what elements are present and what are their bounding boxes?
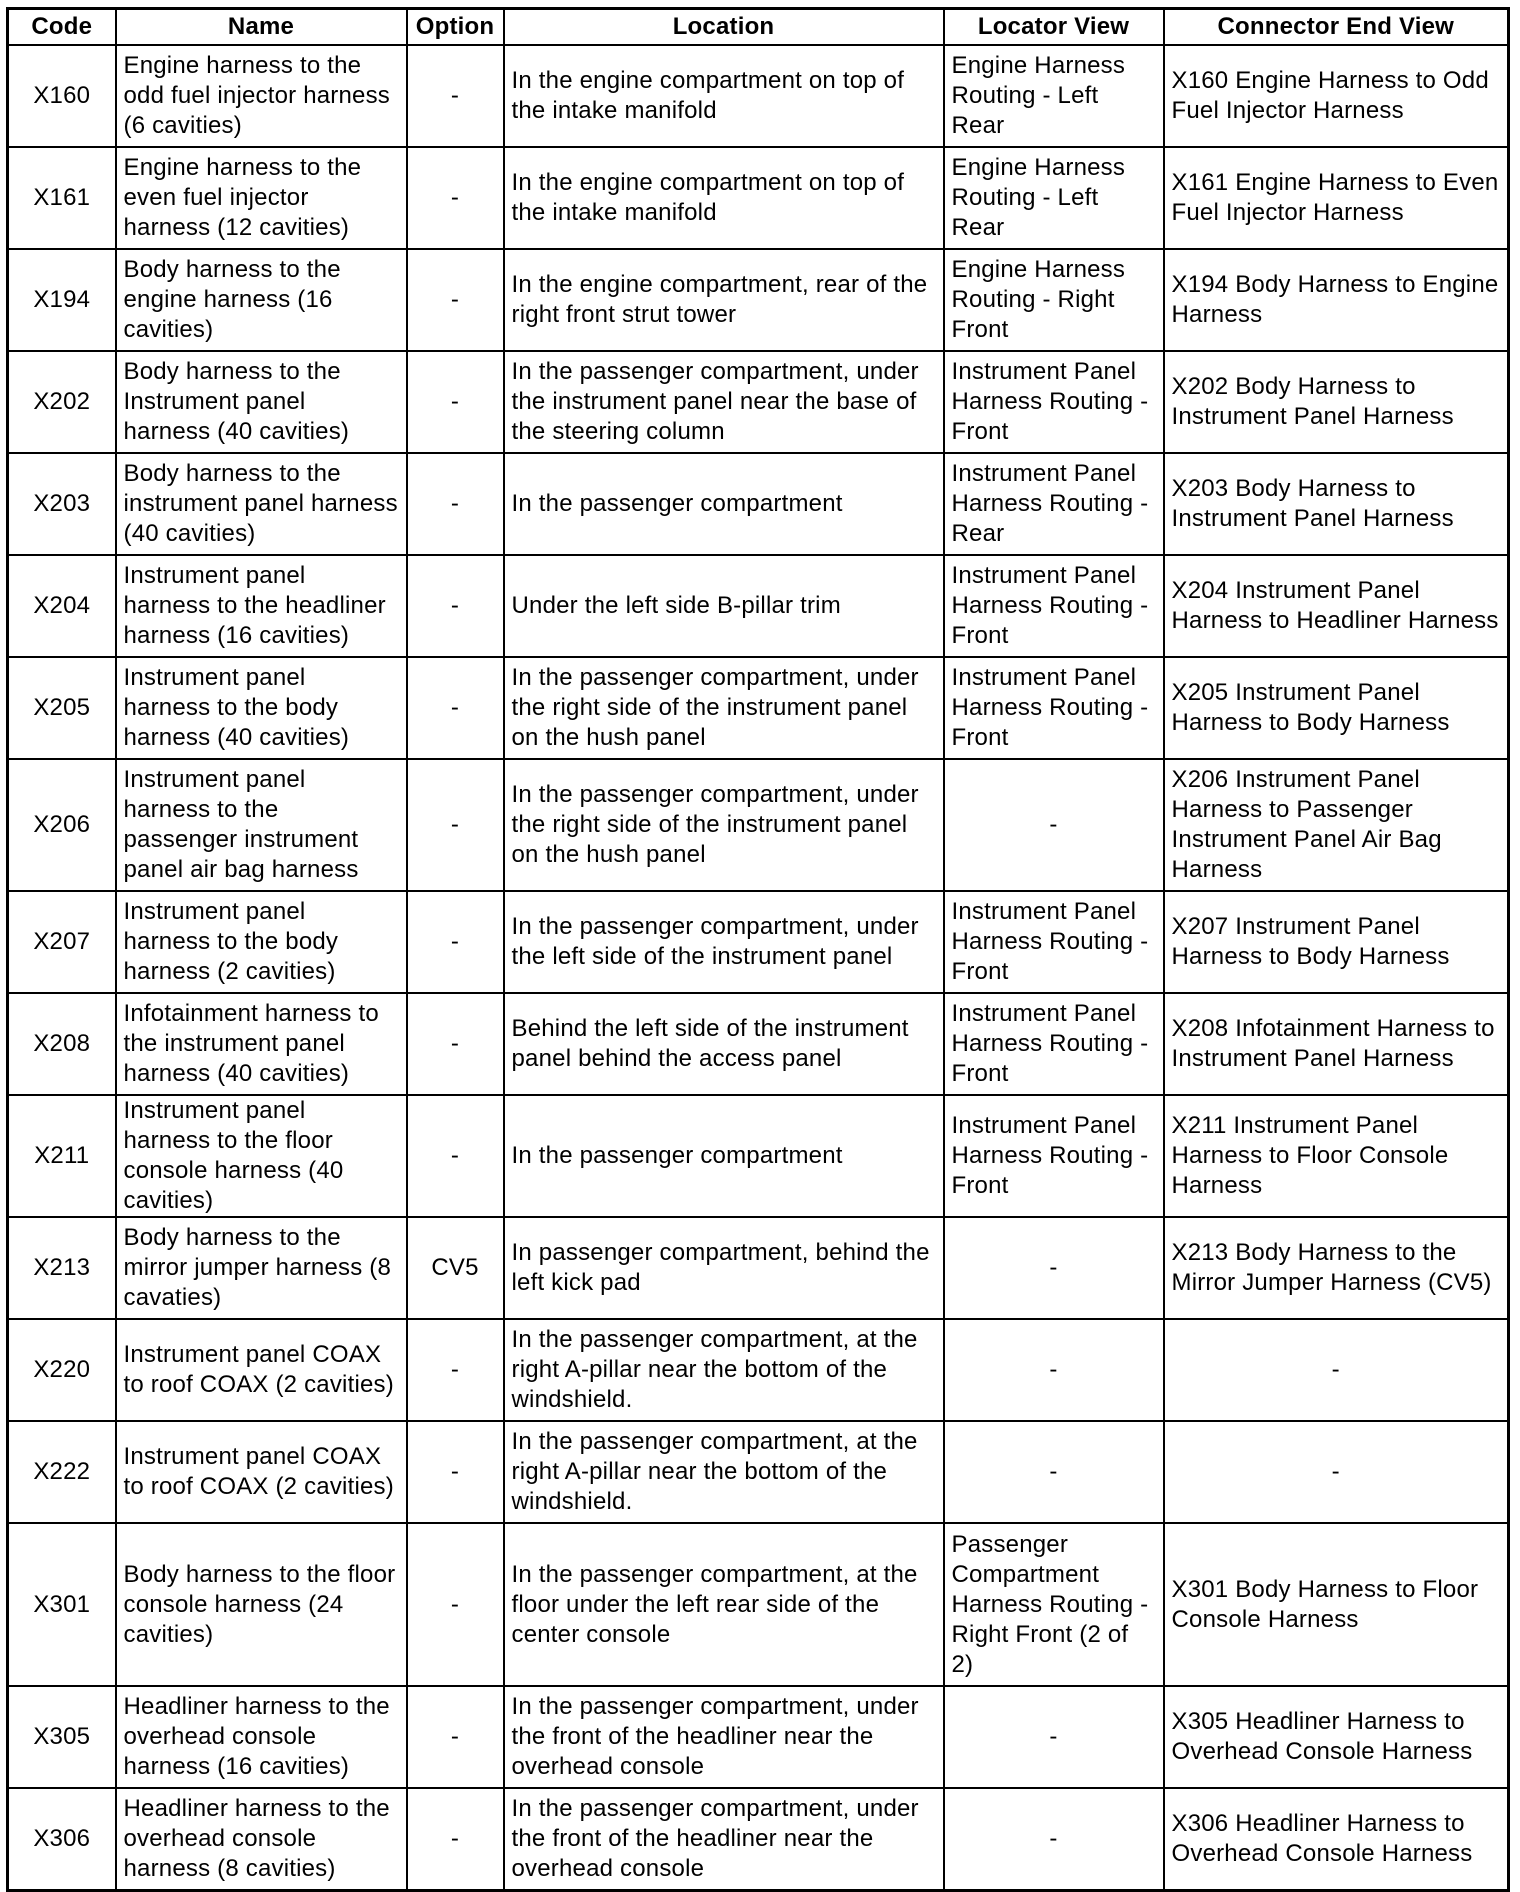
cell-connector-end-view: X213 Body Harness to the Mirror Jumper Harness (CV5)	[1164, 1217, 1509, 1319]
cell-code: X202	[8, 351, 116, 453]
cell-connector-end-view: X203 Body Harness to Instrument Panel Harness	[1164, 453, 1509, 555]
cell-option: -	[407, 891, 504, 993]
cell-connector-end-view: X194 Body Harness to Engine Harness	[1164, 249, 1509, 351]
cell-option: CV5	[407, 1217, 504, 1319]
cell-code: X222	[8, 1421, 116, 1523]
cell-code: X206	[8, 759, 116, 891]
cell-name: Engine harness to the even fuel injector harness (12 cavities)	[116, 147, 407, 249]
cell-location: In the passenger compartment	[504, 453, 944, 555]
cell-locator-view: Engine Harness Routing - Right Front	[944, 249, 1164, 351]
cell-name: Instrument panel harness to the body harness (2 cavities)	[116, 891, 407, 993]
table-row	[8, 249, 1509, 351]
cell-locator-view: -	[944, 759, 1164, 891]
cell-code: X208	[8, 993, 116, 1095]
cell-connector-end-view: X161 Engine Harness to Even Fuel Injector Harness	[1164, 147, 1509, 249]
cell-connector-end-view: X204 Instrument Panel Harness to Headliner Harness	[1164, 555, 1509, 657]
cell-code: X211	[8, 1095, 116, 1217]
cell-location: In the engine compartment, rear of the right front strut tower	[504, 249, 944, 351]
cell-option: -	[407, 453, 504, 555]
table-row	[8, 657, 1509, 759]
header-connector-end-view: Connector End View	[1164, 9, 1509, 46]
cell-option: -	[407, 1421, 504, 1523]
cell-connector-end-view: X205 Instrument Panel Harness to Body Harness	[1164, 657, 1509, 759]
cell-name: Infotainment harness to the instrument panel harness (40 cavities)	[116, 993, 407, 1095]
table-row	[8, 351, 1509, 453]
cell-name: Instrument panel COAX to roof COAX (2 cavities)	[116, 1421, 407, 1523]
cell-connector-end-view: -	[1164, 1319, 1509, 1421]
table-row	[8, 993, 1509, 1095]
cell-connector-end-view: X211 Instrument Panel Harness to Floor Console Harness	[1164, 1095, 1509, 1217]
cell-name: Headliner harness to the overhead console harness (8 cavities)	[116, 1788, 407, 1890]
table-row	[8, 1217, 1509, 1319]
cell-locator-view: -	[944, 1788, 1164, 1890]
table-row	[8, 891, 1509, 993]
cell-code: X194	[8, 249, 116, 351]
cell-locator-view: -	[944, 1421, 1164, 1523]
cell-option: -	[407, 1095, 504, 1217]
header-option: Option	[407, 9, 504, 46]
cell-location: In the engine compartment on top of the intake manifold	[504, 147, 944, 249]
cell-option: -	[407, 1319, 504, 1421]
cell-option: -	[407, 1523, 504, 1686]
cell-connector-end-view: X306 Headliner Harness to Overhead Console Harness	[1164, 1788, 1509, 1890]
cell-locator-view: Instrument Panel Harness Routing - Front	[944, 891, 1164, 993]
cell-code: X204	[8, 555, 116, 657]
cell-locator-view: Instrument Panel Harness Routing - Front	[944, 993, 1164, 1095]
cell-locator-view: Engine Harness Routing - Left Rear	[944, 147, 1164, 249]
table-header-row	[8, 9, 1509, 46]
table-row	[8, 147, 1509, 249]
cell-locator-view: Instrument Panel Harness Routing - Rear	[944, 453, 1164, 555]
cell-locator-view: Instrument Panel Harness Routing - Front	[944, 1095, 1164, 1217]
cell-location: In passenger compartment, behind the left kick pad	[504, 1217, 944, 1319]
cell-location: Behind the left side of the instrument panel behind the access panel	[504, 993, 944, 1095]
cell-connector-end-view: X202 Body Harness to Instrument Panel Harness	[1164, 351, 1509, 453]
cell-name: Headliner harness to the overhead console harness (16 cavities)	[116, 1686, 407, 1788]
cell-locator-view: -	[944, 1319, 1164, 1421]
cell-option: -	[407, 1788, 504, 1890]
cell-location: In the passenger compartment, at the right A-pillar near the bottom of the windshield.	[504, 1421, 944, 1523]
cell-name: Engine harness to the odd fuel injector harness (6 cavities)	[116, 45, 407, 147]
cell-option: -	[407, 555, 504, 657]
cell-code: X301	[8, 1523, 116, 1686]
cell-option: -	[407, 993, 504, 1095]
cell-connector-end-view: X301 Body Harness to Floor Console Harness	[1164, 1523, 1509, 1686]
table-row	[8, 1319, 1509, 1421]
cell-code: X306	[8, 1788, 116, 1890]
cell-location: In the passenger compartment, under the right side of the instrument panel on the hush panel	[504, 759, 944, 891]
cell-option: -	[407, 45, 504, 147]
table-row	[8, 1095, 1509, 1217]
cell-locator-view: Instrument Panel Harness Routing - Front	[944, 657, 1164, 759]
cell-name: Body harness to the instrument panel harness (40 cavities)	[116, 453, 407, 555]
cell-option: -	[407, 249, 504, 351]
cell-location: In the passenger compartment, under the front of the headliner near the overhead console	[504, 1788, 944, 1890]
cell-location: In the engine compartment on top of the intake manifold	[504, 45, 944, 147]
cell-locator-view: -	[944, 1217, 1164, 1319]
cell-option: -	[407, 759, 504, 891]
cell-option: -	[407, 147, 504, 249]
cell-code: X220	[8, 1319, 116, 1421]
cell-location: In the passenger compartment, at the floor under the left rear side of the center console	[504, 1523, 944, 1686]
cell-locator-view: Passenger Compartment Harness Routing - Right Front (2 of 2)	[944, 1523, 1164, 1686]
table-row	[8, 45, 1509, 147]
cell-name: Body harness to the mirror jumper harness (8 cavaties)	[116, 1217, 407, 1319]
cell-location: In the passenger compartment, under the right side of the instrument panel on the hush panel	[504, 657, 944, 759]
table-row	[8, 1788, 1509, 1890]
cell-name: Instrument panel harness to the body harness (40 cavities)	[116, 657, 407, 759]
cell-code: X305	[8, 1686, 116, 1788]
cell-locator-view: Engine Harness Routing - Left Rear	[944, 45, 1164, 147]
connector-table-page	[6, 7, 1507, 1880]
cell-location: In the passenger compartment, under the left side of the instrument panel	[504, 891, 944, 993]
cell-locator-view: Instrument Panel Harness Routing - Front	[944, 351, 1164, 453]
cell-locator-view: -	[944, 1686, 1164, 1788]
cell-name: Body harness to the Instrument panel harness (40 cavities)	[116, 351, 407, 453]
cell-location: In the passenger compartment	[504, 1095, 944, 1217]
cell-option: -	[407, 351, 504, 453]
header-code: Code	[8, 9, 116, 46]
cell-code: X207	[8, 891, 116, 993]
cell-option: -	[407, 1686, 504, 1788]
cell-name: Body harness to the floor console harness (24 cavities)	[116, 1523, 407, 1686]
cell-code: X205	[8, 657, 116, 759]
cell-location: Under the left side B-pillar trim	[504, 555, 944, 657]
cell-name: Body harness to the engine harness (16 cavities)	[116, 249, 407, 351]
cell-connector-end-view: X208 Infotainment Harness to Instrument Panel Harness	[1164, 993, 1509, 1095]
cell-connector-end-view: X206 Instrument Panel Harness to Passenger Instrument Panel Air Bag Harness	[1164, 759, 1509, 891]
cell-location: In the passenger compartment, under the front of the headliner near the overhead console	[504, 1686, 944, 1788]
cell-name: Instrument panel harness to the passenger instrument panel air bag harness	[116, 759, 407, 891]
table-row	[8, 453, 1509, 555]
cell-location: In the passenger compartment, at the right A-pillar near the bottom of the windshield.	[504, 1319, 944, 1421]
cell-option: -	[407, 657, 504, 759]
cell-code: X213	[8, 1217, 116, 1319]
cell-name: Instrument panel COAX to roof COAX (2 cavities)	[116, 1319, 407, 1421]
header-name: Name	[116, 9, 407, 46]
header-locator-view: Locator View	[944, 9, 1164, 46]
cell-connector-end-view: X207 Instrument Panel Harness to Body Harness	[1164, 891, 1509, 993]
cell-name: Instrument panel harness to the headliner harness (16 cavities)	[116, 555, 407, 657]
cell-code: X161	[8, 147, 116, 249]
cell-code: X160	[8, 45, 116, 147]
cell-name: Instrument panel harness to the floor console harness (40 cavities)	[116, 1095, 407, 1217]
table-row	[8, 1686, 1509, 1788]
cell-connector-end-view: X160 Engine Harness to Odd Fuel Injector Harness	[1164, 45, 1509, 147]
connector-table	[6, 7, 1510, 1892]
header-location: Location	[504, 9, 944, 46]
table-row	[8, 555, 1509, 657]
cell-connector-end-view: X305 Headliner Harness to Overhead Console Harness	[1164, 1686, 1509, 1788]
table-row	[8, 1523, 1509, 1686]
cell-location: In the passenger compartment, under the instrument panel near the base of the steering column	[504, 351, 944, 453]
table-row	[8, 759, 1509, 891]
cell-connector-end-view: -	[1164, 1421, 1509, 1523]
table-row	[8, 1421, 1509, 1523]
cell-locator-view: Instrument Panel Harness Routing - Front	[944, 555, 1164, 657]
cell-code: X203	[8, 453, 116, 555]
